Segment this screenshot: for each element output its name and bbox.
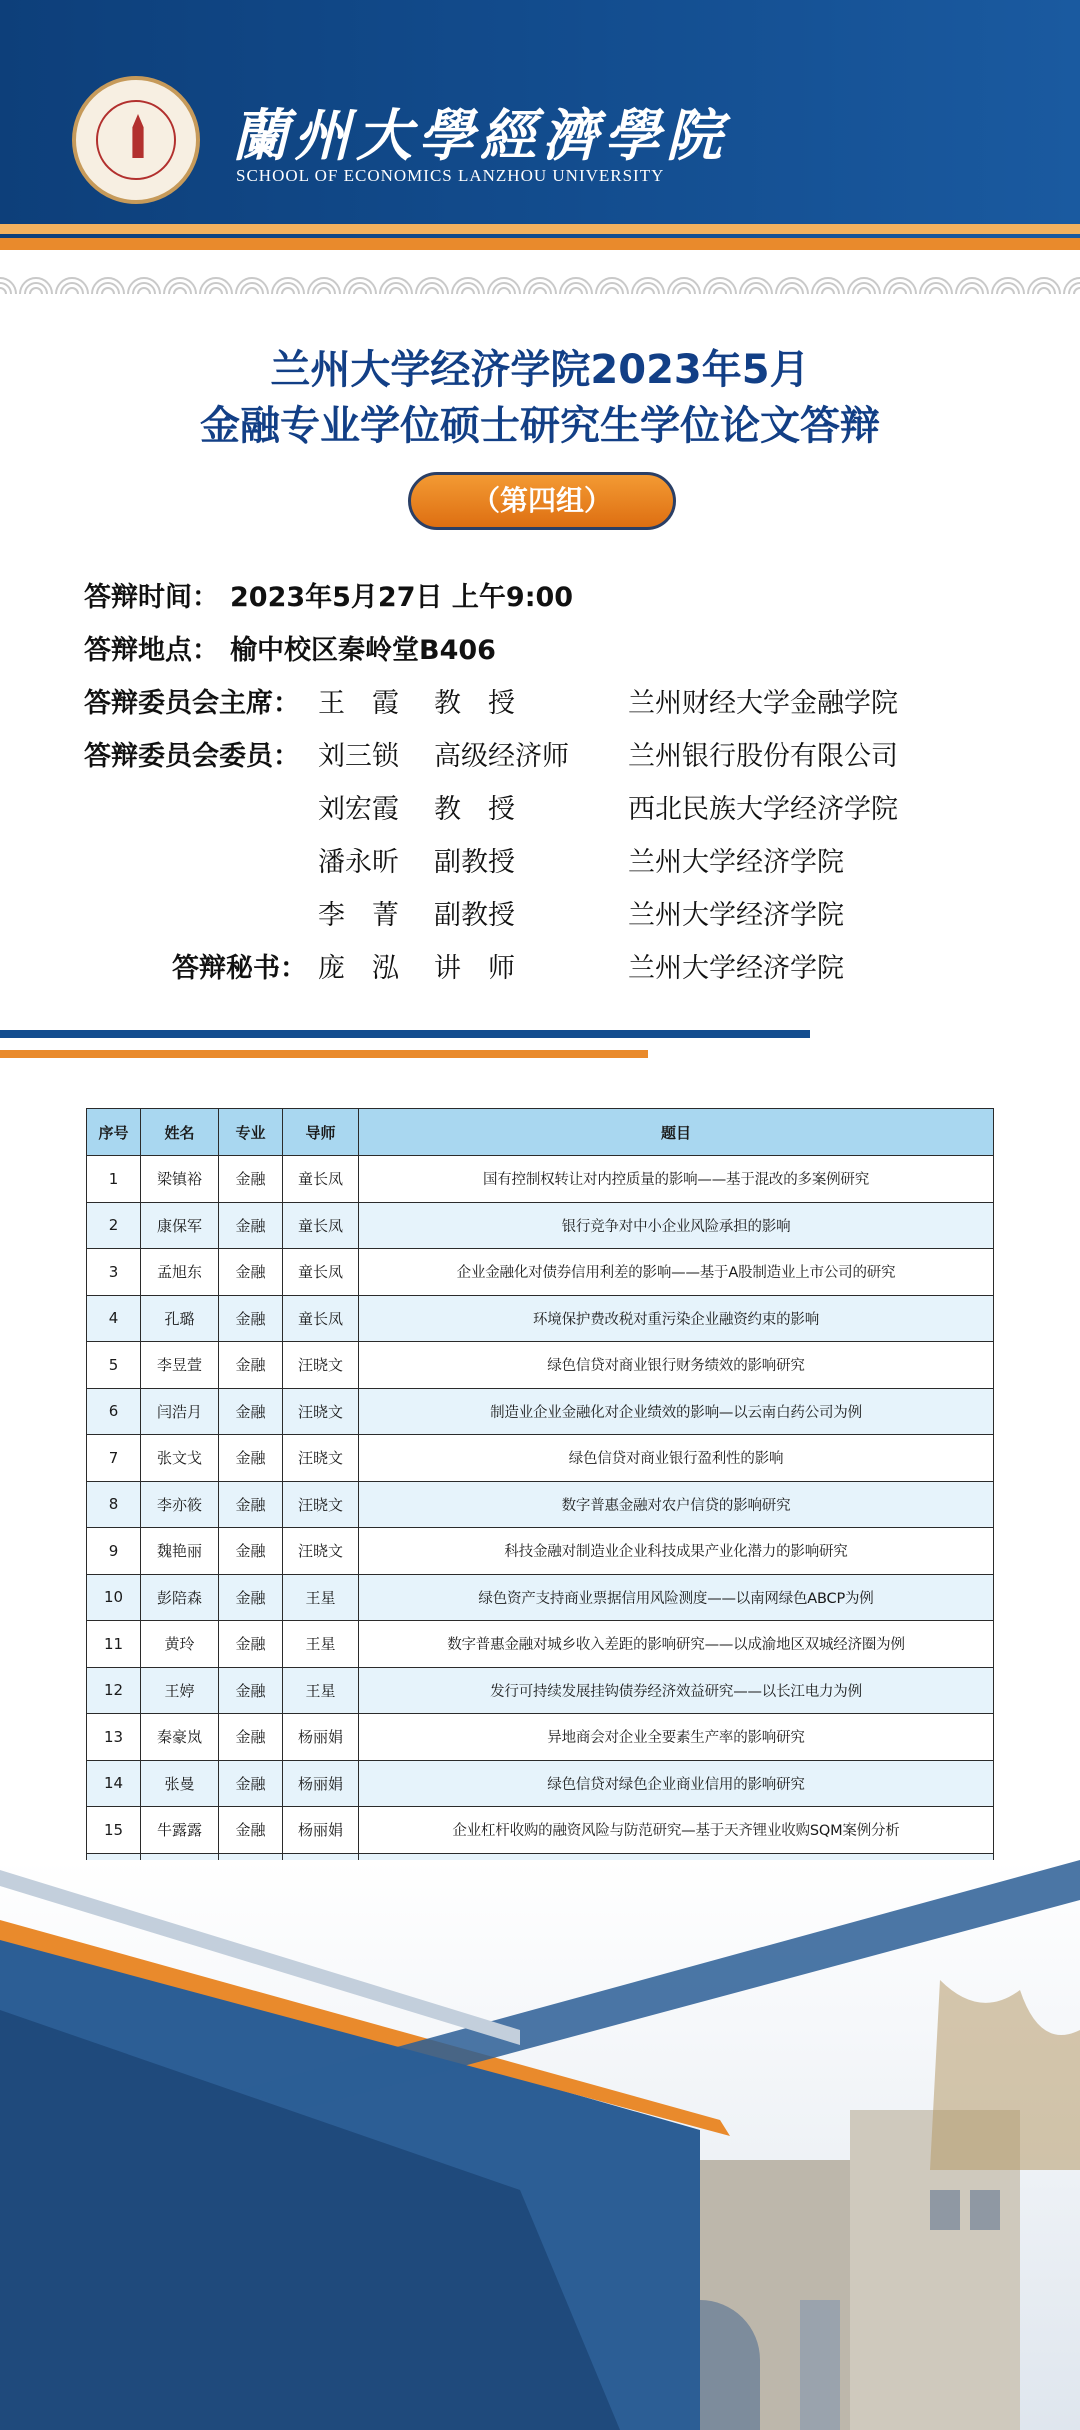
thesis-topic: 企业金融化对债券信用利差的影响——基于A股制造业上市公司的研究	[359, 1249, 994, 1296]
row-index: 8	[87, 1481, 141, 1528]
thesis-topic: 绿色信贷对绿色企业商业信用的影响研究	[359, 1760, 994, 1807]
time-value: 2023年5月27日 上午9:00	[230, 582, 574, 613]
committee-org: 兰州大学经济学院	[628, 900, 844, 931]
row-index: 3	[87, 1249, 141, 1296]
header-stripe	[0, 224, 1080, 234]
row-index: 13	[87, 1714, 141, 1761]
table-row	[87, 1295, 994, 1342]
major: 金融	[219, 1156, 283, 1203]
thesis-topic: 发行可持续发展挂钩债券经济效益研究——以长江电力为例	[359, 1667, 994, 1714]
page-title-line2: 金融专业学位硕士研究生学位论文答辩	[200, 403, 880, 449]
table-header-row	[87, 1109, 994, 1156]
advisor: 汪晓文	[283, 1528, 359, 1575]
advisor: 汪晓文	[283, 1342, 359, 1389]
table-row	[87, 1528, 994, 1575]
row-index: 15	[87, 1807, 141, 1854]
student-name: 康保军	[141, 1202, 219, 1249]
advisor: 王星	[283, 1621, 359, 1668]
row-index: 5	[87, 1342, 141, 1389]
advisor: 童长凤	[283, 1295, 359, 1342]
student-name: 王婷	[141, 1667, 219, 1714]
thesis-topic: 制造业企业金融化对企业绩效的影响—以云南白药公司为例	[359, 1388, 994, 1435]
divider-orange	[0, 1050, 648, 1058]
major: 金融	[219, 1760, 283, 1807]
student-name: 李亦筱	[141, 1481, 219, 1528]
header-major: 专业	[219, 1109, 283, 1156]
table-row	[87, 1388, 994, 1435]
header-topic: 题目	[359, 1109, 994, 1156]
row-index: 9	[87, 1528, 141, 1575]
table-row	[87, 1574, 994, 1621]
committee-name: 刘宏霞	[318, 794, 399, 825]
thesis-topic: 数字普惠金融对城乡收入差距的影响研究——以成渝地区双城经济圈为例	[359, 1621, 994, 1668]
student-name: 张文戈	[141, 1435, 219, 1482]
advisor: 王星	[283, 1667, 359, 1714]
committee-org: 兰州银行股份有限公司	[628, 741, 898, 772]
thesis-topic: 绿色信贷对商业银行财务绩效的影响研究	[359, 1342, 994, 1389]
committee-name: 李 菁	[318, 900, 399, 931]
table-row	[87, 1435, 994, 1482]
thesis-topic: 科技金融对制造业企业科技成果产业化潜力的影响研究	[359, 1528, 994, 1575]
row-index: 2	[87, 1202, 141, 1249]
committee-title: 副教授	[434, 900, 515, 931]
secretary-name: 庞 泓	[318, 953, 399, 984]
row-index: 14	[87, 1760, 141, 1807]
row-index: 4	[87, 1295, 141, 1342]
members-label: 答辩委员会委员：	[84, 741, 300, 772]
advisor: 杨丽娟	[283, 1714, 359, 1761]
committee-name: 潘永昕	[318, 847, 399, 878]
student-name: 彭陪森	[141, 1574, 219, 1621]
advisor: 汪晓文	[283, 1435, 359, 1482]
major: 金融	[219, 1714, 283, 1761]
thesis-topic: 绿色资产支持商业票据信用风险测度——以南网绿色ABCP为例	[359, 1574, 994, 1621]
committee-title: 副教授	[434, 847, 515, 878]
row-index: 6	[87, 1388, 141, 1435]
group-badge: （第四组）	[408, 472, 676, 530]
committee-org: 兰州大学经济学院	[628, 847, 844, 878]
thesis-topic: 环境保护费改税对重污染企业融资约束的影响	[359, 1295, 994, 1342]
time-label: 答辩时间：	[84, 582, 219, 613]
major: 金融	[219, 1807, 283, 1854]
table-row	[87, 1760, 994, 1807]
thesis-topic: 绿色信贷对商业银行盈利性的影响	[359, 1435, 994, 1482]
committee-org: 兰州财经大学金融学院	[628, 688, 898, 719]
major: 金融	[219, 1202, 283, 1249]
table-row	[87, 1807, 994, 1854]
student-name: 孟旭东	[141, 1249, 219, 1296]
bottom-decoration	[0, 1860, 1080, 2430]
advisor: 童长凤	[283, 1202, 359, 1249]
chair-label: 答辩委员会主席：	[84, 688, 300, 719]
student-name: 梁镇裕	[141, 1156, 219, 1203]
student-name: 黄玲	[141, 1621, 219, 1668]
thesis-table	[86, 1108, 994, 1947]
secretary-org: 兰州大学经济学院	[628, 953, 844, 984]
advisor: 汪晓文	[283, 1481, 359, 1528]
student-name: 孔璐	[141, 1295, 219, 1342]
table-row	[87, 1202, 994, 1249]
student-name: 张曼	[141, 1760, 219, 1807]
student-name: 秦豪岚	[141, 1714, 219, 1761]
table-row	[87, 1714, 994, 1761]
major: 金融	[219, 1528, 283, 1575]
student-name: 闫浩月	[141, 1388, 219, 1435]
table-row	[87, 1667, 994, 1714]
major: 金融	[219, 1435, 283, 1482]
committee-title: 教 授	[434, 688, 515, 719]
major: 金融	[219, 1388, 283, 1435]
student-name: 牛露露	[141, 1807, 219, 1854]
page-title-line1: 兰州大学经济学院2023年5月	[270, 347, 810, 393]
major: 金融	[219, 1667, 283, 1714]
table-row	[87, 1621, 994, 1668]
row-index: 12	[87, 1667, 141, 1714]
row-index: 11	[87, 1621, 141, 1668]
committee-name: 王 霞	[318, 688, 399, 719]
brand-english-name: SCHOOL OF ECONOMICS LANZHOU UNIVERSITY	[236, 166, 665, 185]
header-advisor: 导师	[283, 1109, 359, 1156]
arc-pattern	[0, 258, 1080, 294]
major: 金融	[219, 1481, 283, 1528]
thesis-topic: 企业杠杆收购的融资风险与防范研究—基于天齐锂业收购SQM案例分析	[359, 1807, 994, 1854]
student-name: 魏艳丽	[141, 1528, 219, 1575]
table-row	[87, 1249, 994, 1296]
university-seal-logo	[72, 76, 200, 204]
header-index: 序号	[87, 1109, 141, 1156]
row-index: 1	[87, 1156, 141, 1203]
row-index: 7	[87, 1435, 141, 1482]
place-value: 榆中校区秦岭堂B406	[230, 635, 496, 666]
advisor: 杨丽娟	[283, 1760, 359, 1807]
place-label: 答辩地点：	[84, 635, 219, 666]
major: 金融	[219, 1295, 283, 1342]
table-row	[87, 1156, 994, 1203]
advisor: 王星	[283, 1574, 359, 1621]
advisor: 汪晓文	[283, 1388, 359, 1435]
committee-org: 西北民族大学经济学院	[628, 794, 898, 825]
student-name: 李昱萱	[141, 1342, 219, 1389]
table-row	[87, 1481, 994, 1528]
table-row	[87, 1342, 994, 1389]
secretary-label: 答辩秘书：	[172, 953, 307, 984]
thesis-topic: 异地商会对企业全要素生产率的影响研究	[359, 1714, 994, 1761]
committee-name: 刘三锁	[318, 741, 399, 772]
major: 金融	[219, 1621, 283, 1668]
advisor: 杨丽娟	[283, 1807, 359, 1854]
header-name: 姓名	[141, 1109, 219, 1156]
committee-title: 高级经济师	[434, 741, 569, 772]
thesis-topic: 数字普惠金融对农户信贷的影响研究	[359, 1481, 994, 1528]
major: 金融	[219, 1342, 283, 1389]
brand-chinese-name: 蘭州大學經濟學院	[232, 103, 728, 169]
major: 金融	[219, 1249, 283, 1296]
thesis-topic: 银行竞争对中小企业风险承担的影响	[359, 1202, 994, 1249]
major: 金融	[219, 1574, 283, 1621]
divider-blue	[0, 1030, 810, 1038]
thesis-topic: 国有控制权转让对内控质量的影响——基于混改的多案例研究	[359, 1156, 994, 1203]
committee-title: 教 授	[434, 794, 515, 825]
advisor: 童长凤	[283, 1249, 359, 1296]
advisor: 童长凤	[283, 1156, 359, 1203]
secretary-title: 讲 师	[434, 953, 515, 984]
row-index: 10	[87, 1574, 141, 1621]
header-orange-band	[0, 238, 1080, 250]
